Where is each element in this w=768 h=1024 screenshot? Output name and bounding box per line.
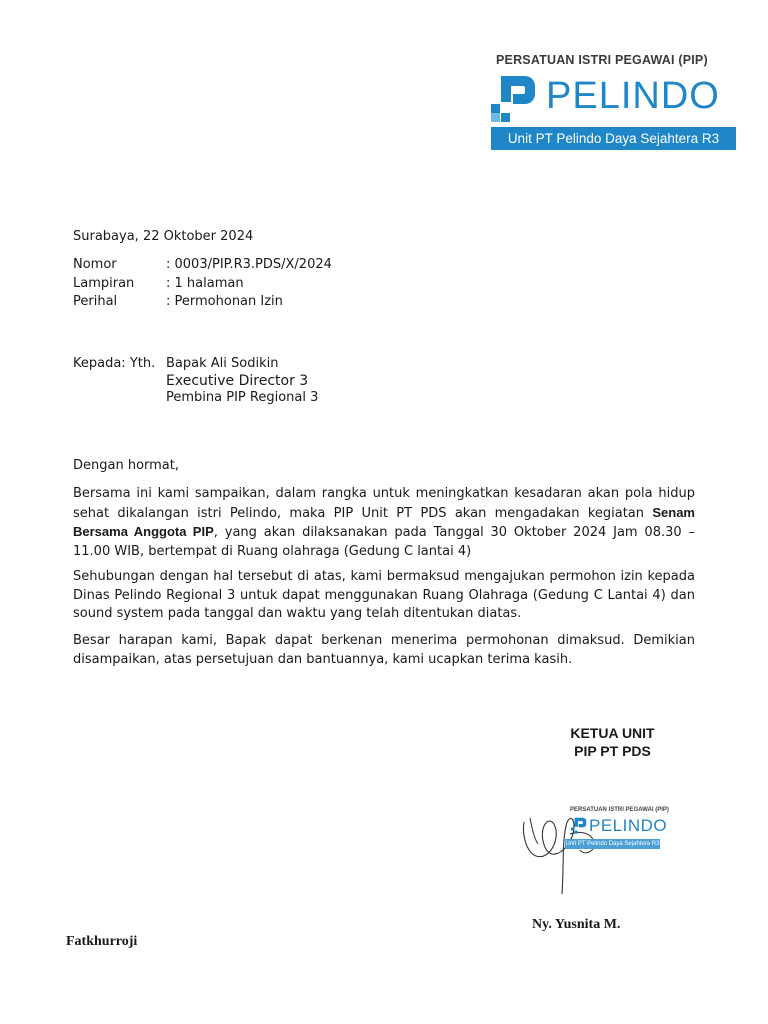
paragraph-2: Sehubungan dengan hal tersebut di atas, kami bermaksud mengajukan permohon izin kepada Dinas Pelindo Regional 3 untuk dapat menggunakan Ruang Olahraga (Gedung C Lantai 4) dan sound system pada tanggal dan waktu yang telah ditentukan diatas. [73, 569, 695, 621]
meta-value-nomor: : 0003/PIP.R3.PDS/X/2024 [166, 257, 332, 272]
signatory-name-2: Fatkhurroji [66, 934, 138, 949]
letterhead-organization: PERSATUAN ISTRI PEGAWAI (PIP) [496, 53, 708, 67]
pelindo-logo-icon [491, 72, 537, 122]
recipient-name: Bapak Ali Sodikin [166, 356, 279, 371]
recipient-role: Pembina PIP Regional 3 [166, 390, 319, 405]
letterhead-unit-banner: Unit PT Pelindo Daya Sejahtera R3 [491, 127, 736, 150]
paragraph-1-text-a: Bersama ini kami sampaikan, dalam rangka untuk meningkatkan kesadaran akan pola hidup sehat dikalangan istri Pelindo, maka PIP Unit PT PDS akan mengadakan kegiatan [73, 486, 695, 521]
meta-label-perihal: Perihal [73, 294, 118, 309]
signature-title-line2: PIP PT PDS [574, 743, 651, 759]
paragraph-3: Besar harapan kami, Bapak dapat berkenan menerima permohonan dimaksud. Demikian disampaikan, atas persetujuan dan bantuannya, kami ucapkan terima kasih. [73, 633, 695, 667]
paragraph-1-event-name: Senam Bersama Anggota PIP [73, 504, 695, 539]
signature-title-line1: KETUA UNIT [570, 725, 655, 741]
signatory-name: Ny. Yusnita M. [532, 917, 621, 932]
meta-value-perihal: : Permohonan Izin [166, 294, 283, 309]
recipient-label: Kepada: Yth. [73, 356, 156, 371]
meta-label-nomor: Nomor [73, 257, 117, 272]
recipient-position: Executive Director 3 [166, 373, 309, 389]
stamp-brand: PELINDO [589, 816, 668, 835]
paragraph-1 [73, 485, 695, 561]
meta-label-lampiran: Lampiran [73, 276, 135, 291]
meta-value-lampiran: : 1 halaman [166, 276, 244, 291]
stamp-organization: PERSATUAN ISTRI PEGAWAI (PIP) [570, 807, 669, 813]
stamp-logo-icon [571, 815, 587, 835]
greeting: Dengan hormat, [73, 458, 180, 473]
place-date: Surabaya, 22 Oktober 2024 [73, 229, 254, 244]
stamp-unit-banner: Unit PT Pelindo Daya Sejahtera R3 [565, 841, 660, 847]
paragraph-1-text-b: , yang akan dilaksanakan pada Tanggal 30 Oktober 2024 Jam 08.30 – 11.00 WIB, bertempat di Ruang olahraga (Gedung C lantai 4) [73, 525, 695, 559]
letterhead-brand: PELINDO [546, 75, 720, 117]
